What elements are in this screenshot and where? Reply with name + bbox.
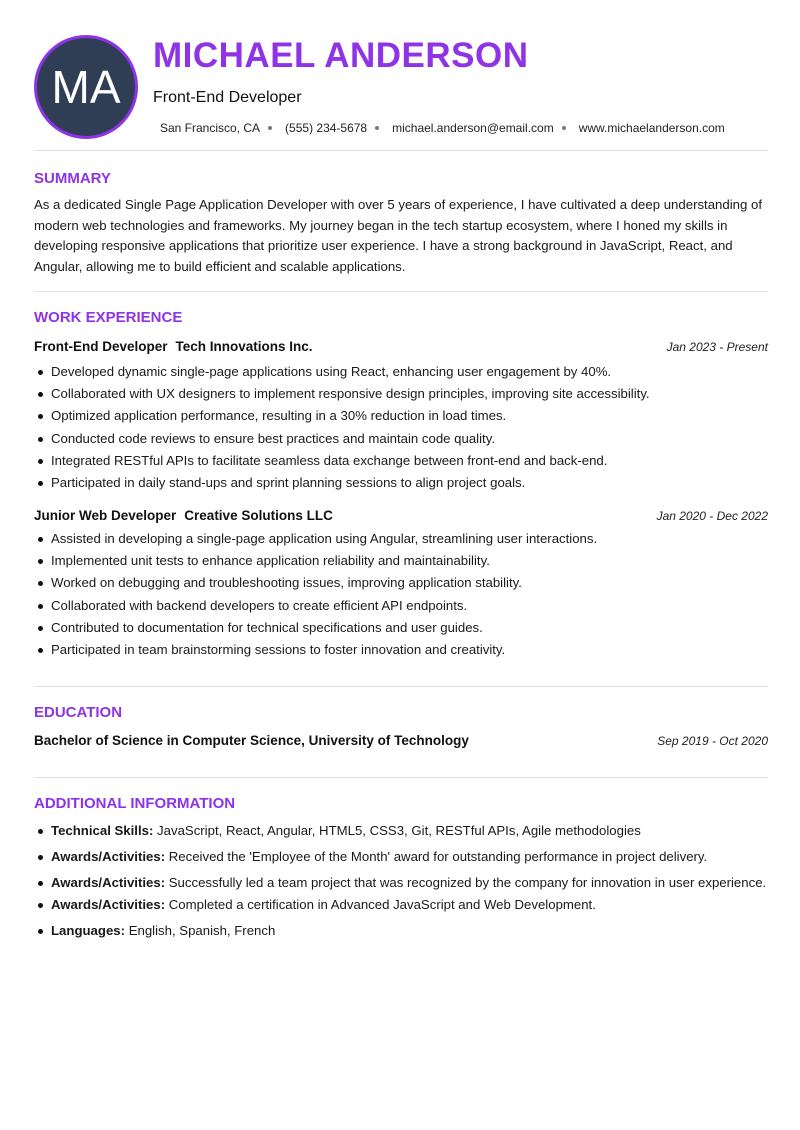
section-divider: [34, 150, 768, 151]
list-item: [34, 848, 768, 866]
job-role: Front-End Developer: [34, 339, 168, 354]
job-title: Front-End Developer: [153, 89, 302, 106]
job-company: Creative Solutions LLC: [184, 508, 333, 523]
list-item: Implemented unit tests to enhance application reliability and maintainability.: [34, 552, 768, 574]
job-dates: Jan 2020 - Dec 2022: [656, 509, 768, 523]
additional-info-list: [34, 822, 768, 948]
info-text: Completed a certification in Advanced JavaScript and Web Development.: [168, 897, 596, 912]
info-label: Technical Skills:: [51, 823, 154, 838]
list-item: [34, 922, 768, 940]
separator-dot: [375, 126, 379, 130]
job-bullets: [34, 530, 768, 663]
list-item: Contributed to documentation for technical specifications and user guides.: [34, 619, 768, 641]
separator-dot: [562, 126, 566, 130]
info-label: Awards/Activities:: [51, 849, 166, 864]
list-item: Assisted in developing a single-page application using Angular, streamlining user interactions.: [34, 530, 768, 552]
info-text: JavaScript, React, Angular, HTML5, CSS3, Git, RESTful APIs, Agile methodologies: [157, 823, 641, 838]
list-item: [34, 874, 768, 892]
candidate-name: MICHAEL ANDERSON: [153, 36, 529, 75]
contact-email[interactable]: michael.anderson@email.com: [392, 121, 554, 135]
list-item: Participated in team brainstorming sessions to foster innovation and creativity.: [34, 641, 768, 663]
list-item: Collaborated with backend developers to create efficient API endpoints.: [34, 597, 768, 619]
education-dates: Sep 2019 - Oct 2020: [657, 734, 768, 748]
info-text: English, Spanish, French: [128, 923, 276, 938]
education-heading: EDUCATION: [34, 704, 123, 721]
avatar-initials: MA: [51, 61, 121, 113]
info-text: Successfully led a team project that was recognized by the company for innovation in user experience.: [168, 875, 767, 890]
list-item: Conducted code reviews to ensure best practices and maintain code quality.: [34, 430, 768, 452]
contact-line: [160, 121, 725, 135]
info-label: Awards/Activities:: [51, 897, 166, 912]
contact-website[interactable]: www.michaelanderson.com: [578, 121, 725, 135]
contact-location: San Francisco, CA: [160, 121, 261, 135]
list-item: Participated in daily stand-ups and sprint planning sessions to align project goals.: [34, 474, 768, 496]
degree: Bachelor of Science in Computer Science, University of Technology: [34, 733, 469, 748]
education-row: [34, 733, 768, 748]
list-item: [34, 822, 768, 840]
contact-phone: (555) 234-5678: [285, 121, 368, 135]
list-item: Integrated RESTful APIs to facilitate seamless data exchange between front-end and back-end.: [34, 452, 768, 474]
list-item: Collaborated with UX designers to implement responsive design principles, improving site accessibility.: [34, 385, 768, 407]
job-company: Tech Innovations Inc.: [175, 339, 313, 354]
avatar: [34, 35, 138, 139]
work-experience-heading: WORK EXPERIENCE: [34, 309, 183, 326]
info-text: Received the 'Employee of the Month' award for outstanding performance in project delivery.: [168, 849, 708, 864]
job-header: [34, 338, 768, 356]
summary-heading: SUMMARY: [34, 170, 111, 187]
section-divider: [34, 291, 768, 292]
section-divider: [34, 777, 768, 778]
info-label: Awards/Activities:: [51, 875, 166, 890]
section-divider: [34, 686, 768, 687]
separator-dot: [268, 126, 272, 130]
job-role: Junior Web Developer: [34, 508, 177, 523]
info-label: Languages:: [51, 923, 126, 938]
job-bullets: [34, 363, 768, 496]
list-item: Optimized application performance, resulting in a 30% reduction in load times.: [34, 407, 768, 429]
additional-info-heading: ADDITIONAL INFORMATION: [34, 795, 236, 812]
list-item: Worked on debugging and troubleshooting issues, improving application stability.: [34, 574, 768, 596]
list-item: Developed dynamic single-page applications using React, enhancing user engagement by 40%.: [34, 363, 768, 385]
list-item: [34, 896, 768, 914]
job-header: [34, 507, 768, 525]
summary-text: As a dedicated Single Page Application Developer with over 5 years of experience, I have cultivated a deep understanding of modern web technologies and frameworks. My journey began in the tech startup ecosystem, where I honed my skills in developing responsive applications that prioritize user experience. I have a strong background in JavaScript, React, and Angular, allowing me to build efficient and scalable applications.: [34, 197, 762, 274]
job-dates: Jan 2023 - Present: [666, 340, 768, 354]
